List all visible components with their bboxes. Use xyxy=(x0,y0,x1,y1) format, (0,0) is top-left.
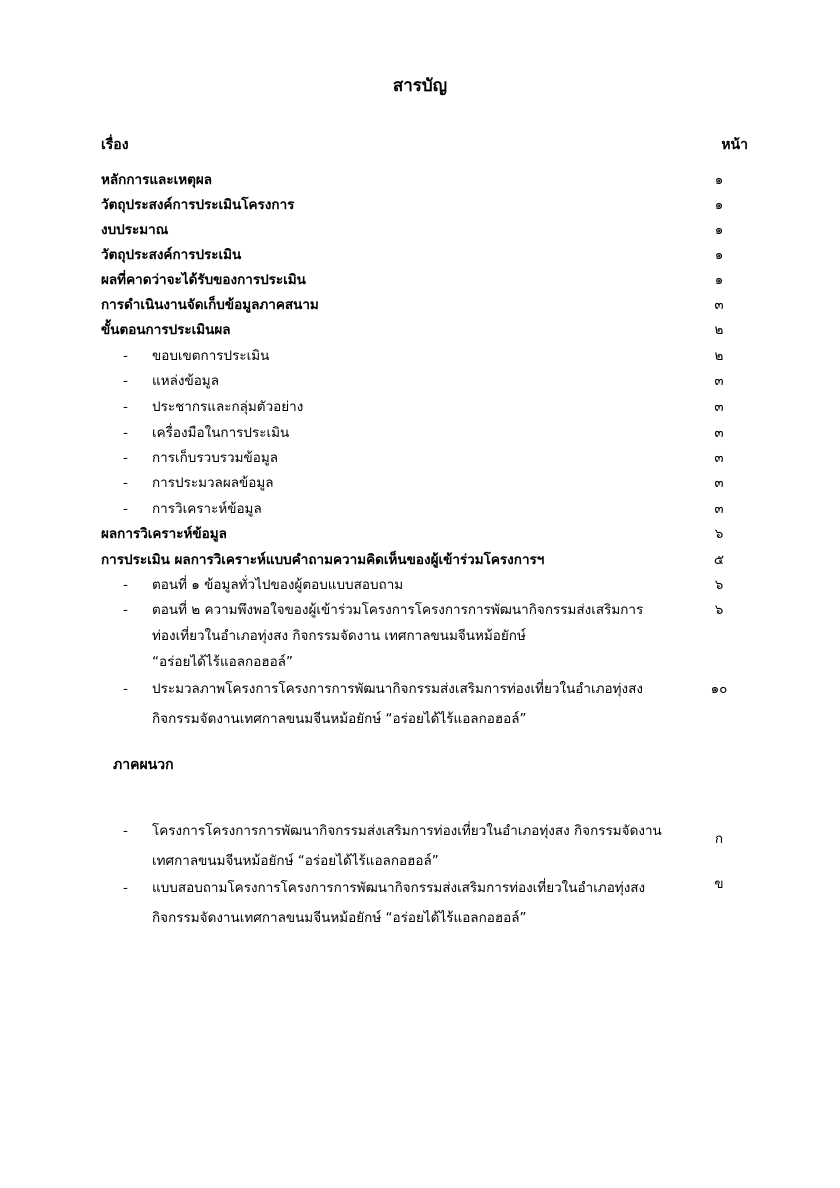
toc-entry-page: ๑ xyxy=(714,247,724,263)
appendix-item-page: ก xyxy=(714,831,724,847)
toc-entry-page: ๑ xyxy=(714,197,724,213)
appendix-item-questionnaire xyxy=(101,876,751,932)
bullet-dash: - xyxy=(123,880,128,896)
toc-entry-project-objectives xyxy=(101,193,751,217)
toc-subentry-data-collection xyxy=(101,446,751,470)
toc-entry-page: ๓ xyxy=(714,425,724,441)
toc-entry-expected-results xyxy=(101,268,751,292)
bullet-dash: - xyxy=(123,450,128,466)
toc-entry-page: ๒ xyxy=(714,322,724,338)
toc-entry-label: ผลที่คาดว่าจะได้รับของการประเมิน xyxy=(101,272,306,288)
appendix-item-line: แบบสอบถามโครงการโครงการการพัฒนากิจกรรมส่งเสริมการท่องเที่ยวในอำเภอทุ่งสง xyxy=(152,880,646,896)
appendix-item-line: กิจกรรมจัดงานเทศกาลขนมจีนหม้อยักษ์ “อร่อยได้ไร้แอลกอฮอล์” xyxy=(152,910,527,926)
toc-entry-label: การวิเคราะห์ข้อมูล xyxy=(152,501,262,517)
appendix-item-line: เทศกาลขนมจีนหม้อยักษ์ “อร่อยได้ไร้แอลกอฮอล์” xyxy=(152,853,439,869)
bullet-dash: - xyxy=(123,399,128,415)
appendix-item-line: โครงการโครงการการพัฒนากิจกรรมส่งเสริมการท่องเที่ยวในอำเภอทุ่งสง กิจกรรมจัดงาน xyxy=(152,823,662,839)
toc-entry-page: ๓ xyxy=(714,450,724,466)
toc-entry-page: ๓ xyxy=(714,501,724,517)
toc-entry-line: กิจกรรมจัดงานเทศกาลขนมจีนหม้อยักษ์ “อร่อยได้ไร้แอลกอฮอล์” xyxy=(152,711,527,727)
toc-subentry-part-1 xyxy=(101,573,751,597)
toc-entry-evaluation-objectives xyxy=(101,243,751,267)
toc-subentry-part-2 xyxy=(101,598,751,674)
bullet-dash: - xyxy=(123,348,128,364)
bullet-dash: - xyxy=(123,373,128,389)
bullet-dash: - xyxy=(123,501,128,517)
toc-entry-label: งบประมาณ xyxy=(101,222,169,238)
toc-subentry-population xyxy=(101,395,751,419)
toc-entry-label: ผลการวิเคราะห์ข้อมูล xyxy=(101,526,227,542)
toc-entry-label: ตอนที่ ๑ ข้อมูลทั่วไปของผู้ตอบแบบสอบถาม xyxy=(152,577,404,593)
toc-entry-label: ประชากรและกลุ่มตัวอย่าง xyxy=(152,399,304,415)
toc-entry-label: แหล่งข้อมูล xyxy=(152,373,219,389)
toc-entry-budget xyxy=(101,218,751,242)
toc-entry-label: วัตถุประสงค์การประเมินโครงการ xyxy=(101,197,295,213)
appendix-heading: ภาคผนวก xyxy=(113,757,174,773)
toc-entry-line: “อร่อยได้ไร้แอลกอฮอล์” xyxy=(152,654,293,670)
toc-entry-label: ขั้นตอนการประเมินผล xyxy=(101,322,231,338)
toc-entry-label: หลักการและเหตุผล xyxy=(101,172,213,188)
toc-entry-label: การดำเนินงานจัดเก็บข้อมูลภาคสนาม xyxy=(101,297,319,313)
toc-entry-page: ๓ xyxy=(714,475,724,491)
toc-entry-line: ตอนที่ ๒ ความพึงพอใจของผู้เข้าร่วมโครงการโครงการการพัฒนากิจกรรมส่งเสริมการ xyxy=(152,602,644,618)
appendix-item-project xyxy=(101,819,751,875)
toc-entry-rationale xyxy=(101,168,751,192)
toc-entry-field-data xyxy=(101,293,751,317)
toc-entry-page: ๒ xyxy=(714,348,724,364)
toc-entry-label: การเก็บรวบรวมข้อมูล xyxy=(152,450,279,466)
toc-subentry-data-sources xyxy=(101,369,751,393)
toc-entry-label: การประเมิน ผลการวิเคราะห์แบบคำถามความคิดเห็นของผู้เข้าร่วมโครงการฯ xyxy=(101,552,545,568)
toc-entry-opinion-evaluation xyxy=(101,548,751,572)
toc-subentry-data-analysis xyxy=(101,497,751,521)
toc-entry-analysis-results xyxy=(101,522,751,546)
bullet-dash: - xyxy=(123,681,128,697)
toc-subentry-scope xyxy=(101,344,751,368)
toc-entry-page: ๖ xyxy=(714,602,724,618)
bullet-dash: - xyxy=(123,823,128,839)
toc-subentry-data-processing xyxy=(101,471,751,495)
toc-entry-line: ประมวลภาพโครงการโครงการการพัฒนากิจกรรมส่งเสริมการท่องเที่ยวในอำเภอทุ่งสง xyxy=(152,681,643,697)
bullet-dash: - xyxy=(123,602,128,618)
toc-entry-page: ๖ xyxy=(714,526,724,542)
bullet-dash: - xyxy=(123,577,128,593)
toc-entry-page: ๑ xyxy=(714,222,724,238)
toc-entry-label: การประมวลผลข้อมูล xyxy=(152,475,274,491)
toc-entry-label: เครื่องมือในการประเมิน xyxy=(152,425,290,441)
toc-entry-page: ๖ xyxy=(714,577,724,593)
topic-column-header: เรื่อง xyxy=(101,137,129,153)
page-column-header: หน้า xyxy=(721,137,748,153)
toc-entry-page: ๓ xyxy=(714,399,724,415)
toc-entry-page: ๑ xyxy=(714,172,724,188)
toc-subentry-photo-collection xyxy=(101,677,751,733)
toc-entry-page: ๓ xyxy=(714,373,724,389)
toc-entry-page: ๕ xyxy=(713,552,725,568)
toc-entry-page: ๑๐ xyxy=(710,681,728,697)
page-title: สารบัญ xyxy=(392,76,448,96)
toc-subentry-instruments xyxy=(101,421,751,445)
toc-entry-label: ขอบเขตการประเมิน xyxy=(152,348,270,364)
bullet-dash: - xyxy=(123,475,128,491)
toc-entry-label: วัตถุประสงค์การประเมิน xyxy=(101,247,242,263)
toc-entry-page: ๓ xyxy=(714,297,724,313)
toc-entry-line: ท่องเที่ยวในอำเภอทุ่งสง กิจกรรมจัดงาน เทศกาลขนมจีนหม้อยักษ์ xyxy=(152,628,526,644)
appendix-item-page: ข xyxy=(714,876,724,892)
toc-entry-evaluation-steps xyxy=(101,318,751,342)
toc-entry-page: ๑ xyxy=(714,272,724,288)
bullet-dash: - xyxy=(123,425,128,441)
